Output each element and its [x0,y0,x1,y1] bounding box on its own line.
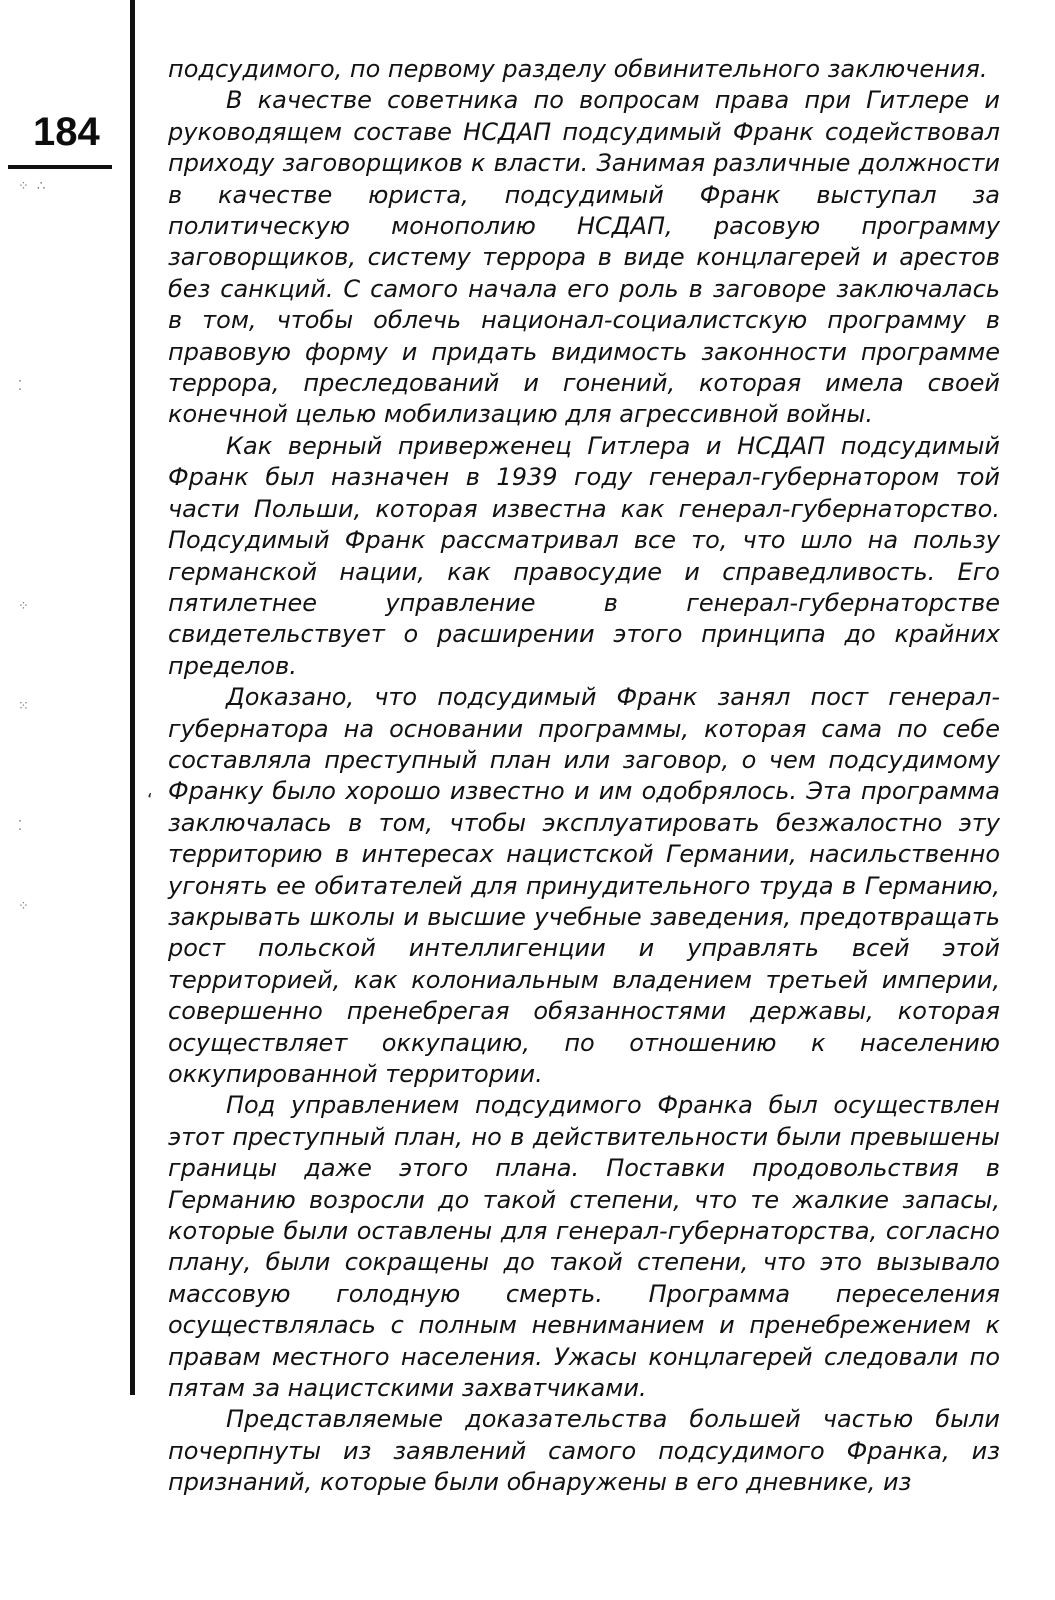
scan-speckle: ⁘ [18,899,31,914]
page-number-rule [8,165,112,169]
paragraph: В качестве советника по вопросам права при Гитлере и руководящем составе НСДАП подсудимый Франк содействовал приходу заговорщиков к власти. Занимая различные должности в качестве юриста, подсудимый Франк выступал за политическую монополию НСДАП, расовую программу заговорщиков, систему террора в виде концлагерей и арестов без санкций. С самого начала его роль в заговоре заключалась в том, чтобы облечь национал-социалистскую программу в правовую форму и придать видимость законности программе террора, преследований и гонений, которая имела своей конечной целью мобилизацию для агрессивной войны. [168,86,1000,429]
paragraph: Под управлением подсудимого Франка был осуществлен этот преступный план, но в действительности были превышены границы даже этого плана. Поставки продовольствия в Германию возросли до такой степени, что те жалкие запасы, которые были оставлены для генерал-губернаторства, согласно плану, были сокращены до такой степени, что это вызывало массовую голодную смерть. Программа переселения осуществлялась с полным невниманием и пренебрежением к правам местного населения. Ужасы концлагерей следовали по пятам за нацистскими захватчиками. [168,1091,1000,1403]
scan-speckle: ⁙ [18,699,31,714]
main-text [168,54,1000,1499]
page-number: 184 [33,110,100,154]
paragraph: Как верный приверженец Гитлера и НСДАП подсудимый Франк был назначен в 1939 году генерал-губернатором той части Польши, которая известна как генерал-губернаторство. Подсудимый Франк рассматривал все то, что шло на пользу германской нации, как правосудие и справедливость. Его пятилетнее управление в генерал-губернаторстве свидетельствует о расширении этого принципа до крайних пределов. [168,431,1000,680]
paragraph: Представляемые доказательства большей частью были почерпнуты из заявлений самого подсудимого Франка, из признаний, которые были обнаружены в его дневнике, из [168,1405,1000,1497]
scan-speckle: ⁘ [18,599,31,614]
paragraph: подсудимого, по первому разделу обвинительного заключения. [168,55,988,83]
scan-speckle: ⁚ [18,379,25,394]
margin-tick-mark: ‘ [147,790,153,811]
scan-speckle: ⁚ [18,819,25,834]
margin-vertical-rule [130,0,135,1395]
scan-speckle: ⁘ ∴ [18,179,48,194]
paragraph: Доказано, что подсудимый Франк занял пост генерал-губернатора на основании программы, которая сама по себе составляла преступный план или заговор, о чем подсудимому Франку было хорошо известно и им одобрялось. Эта программа заключалась в том, чтобы эксплуатировать безжалостно эту территорию в интересах нацистской Германии, насильственно угонять ее обитателей для принудительного труда в Германию, закрывать школы и высшие учебные заведения, предотвращать рост польской интеллигенции и управлять всей этой территорией, как колониальным владением третьей империи, совершенно пренебрегая обязанностями державы, которая осуществляет оккупацию, по отношению к населению оккупированной территории. [168,683,1000,1088]
